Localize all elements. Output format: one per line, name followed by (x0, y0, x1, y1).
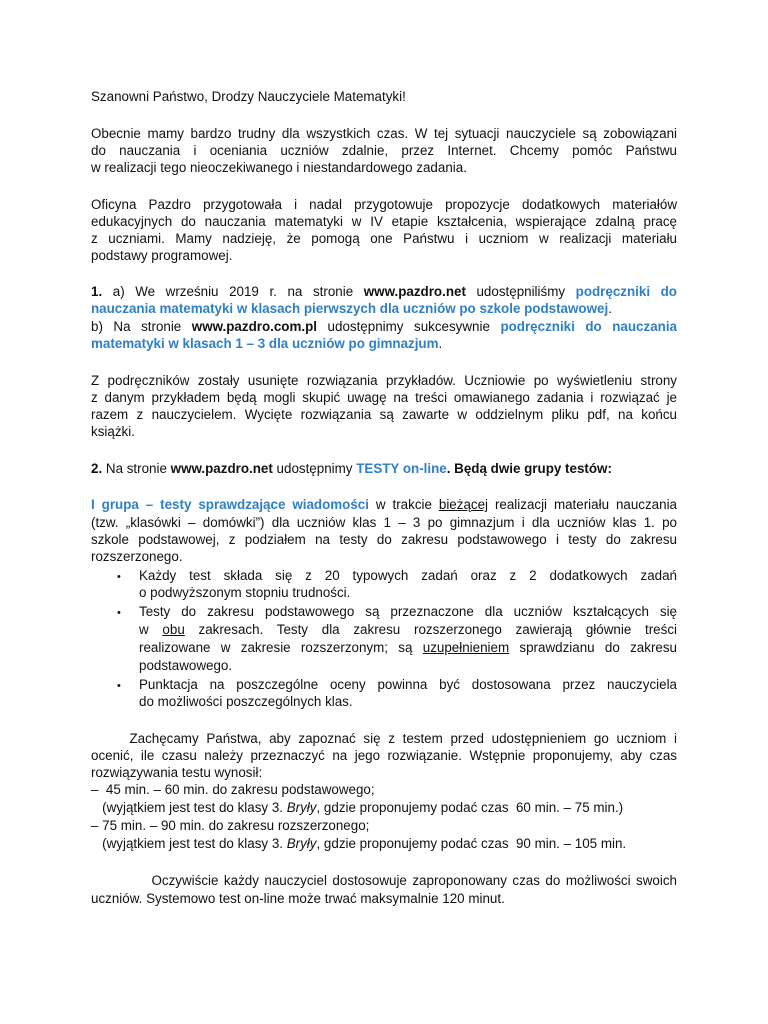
greeting: Szanowni Państwo, Drodzy Nauczyciele Matematyki! (91, 89, 406, 104)
paragraph-2-line: edukacyjnych do nauczania matematyki w IV etapie kształcenia, wspierające zdalną pracę (91, 214, 677, 229)
text: udostępniliśmy (465, 284, 576, 299)
bullet-2-line: podstawowego. (139, 658, 233, 673)
paragraph-2-line: podstawy programowej. (91, 248, 233, 263)
time-line: – 45 min. – 60 min. do zakresu podstawowego; (91, 782, 375, 797)
text: bieżącej (438, 497, 489, 512)
text: Bryły (286, 800, 317, 815)
time-line: – 75 min. – 90 min. do zakresu rozszerzonego; (91, 818, 370, 833)
paragraph-3-line: z danym przykładem będą mogli skupić uwagę na treści omawianego zadania i rozwiązać je (91, 390, 677, 405)
pazdro-com-pl-link[interactable]: www.pazdro.com.pl (191, 319, 318, 334)
bullet-icon: • (117, 680, 121, 692)
text: w (139, 622, 163, 637)
paragraph-3-line: razem z nauczycielem. Wycięte rozwiązania są zawarte w oddzielnym pliku pdf, na końcu (91, 407, 677, 422)
text: udostępnimy (272, 461, 357, 476)
text: , gdzie proponujemy podać czas 60 min. – 75 min.) (316, 800, 624, 815)
text: (wyjątkiem jest test do klasy 3. (91, 800, 287, 815)
bullet-2-line (139, 639, 677, 657)
pazdro-net-link[interactable]: www.pazdro.net (170, 461, 273, 476)
text: zakresach. Testy dla zakresu rozszerzonego zawierają głównie treści (184, 622, 677, 637)
bullet-2-line (139, 621, 677, 639)
text: realizacji materiału nauczania (488, 497, 677, 512)
text: obu (162, 622, 185, 637)
text: , gdzie proponujemy podać czas 90 min. – 105 min. (316, 836, 627, 851)
text: . (438, 336, 443, 351)
section-1b-line (91, 335, 677, 353)
text: . Będą dwie grupy testów: (446, 461, 612, 476)
text: realizowane w zakresie rozszerzonym; są (139, 640, 423, 655)
bullet-icon: • (117, 607, 121, 619)
paragraph-2-line: z uczniami. Mamy nadzieję, że pomogą one Państwu i uczniom w realizacji materiału (91, 231, 677, 246)
pazdro-net-link[interactable]: www.pazdro.net (363, 284, 466, 299)
paragraph-4-line: ocenić, ile czasu należy przeznaczyć na jego rozwiązanie. Wstępnie proponujemy, aby czas (91, 748, 677, 763)
paragraph-1-line: Obecnie mamy bardzo trudny dla wszystkich czas. W tej sytuacji nauczyciele są zobowiązani (91, 126, 677, 141)
highlight-textbooks: podręczniki do nauczania (500, 319, 677, 334)
text: (wyjątkiem jest test do klasy 3. (91, 836, 287, 851)
bullet-2-line: Testy do zakresu podstawowego są przeznaczone dla uczniów kształcących się (139, 604, 677, 619)
paragraph-4-line: rozwiązywania testu wynosił: (91, 765, 263, 780)
bullet-1-line: Każdy test składa się z 20 typowych zadań oraz z 2 dodatkowych zadań (139, 568, 677, 583)
section-2-number: 2. (91, 461, 103, 476)
group-1-line (91, 496, 677, 514)
group-1-line: (tzw. „klasówki – domówki”) dla uczniów klas 1 – 3 po gimnazjum i dla uczniów klas 1. po (91, 515, 677, 530)
paragraph-3-line: książki. (91, 424, 135, 439)
paragraph-5-line: Oczywiście każdy nauczyciel dostosowuje zaproponowany czas do możliwości swoich (91, 873, 677, 888)
bullet-1-line: o podwyższonym stopniu trudności. (139, 585, 351, 600)
paragraph-5-line: uczniów. Systemowo test on-line może trwać maksymalnie 120 minut. (91, 891, 505, 906)
text: udostępnimy sukcesywnie (317, 319, 501, 334)
text: Bryły (286, 836, 317, 851)
text: uzupełnieniem (422, 640, 510, 655)
paragraph-1-line: w realizacji tego nieoczekiwanego i niestandardowego zadania. (91, 160, 467, 175)
text: Na stronie (102, 461, 171, 476)
text: . (608, 301, 612, 316)
text: sprawdzianu do zakresu (509, 640, 677, 655)
section-1a-line (91, 283, 677, 301)
bullet-icon: • (117, 571, 121, 583)
highlight-textbooks: podręczniki do (575, 284, 677, 299)
text: a) We wrześniu 2019 r. na stronie (102, 284, 364, 299)
paragraph-1-line: do nauczania i oceniania uczniów zdalnie, przez Internet. Chcemy pomóc Państwu (91, 143, 677, 158)
time-line (91, 799, 677, 817)
section-1a-line (91, 300, 677, 318)
highlight-tests-online: TESTY on-line (356, 461, 447, 476)
bullet-3-line: Punktacja na poszczególne oceny powinna być dostosowana przez nauczyciela (139, 677, 677, 692)
group-1-line: rozszerzonego. (91, 549, 183, 564)
bullet-3-line: do możliwości poszczególnych klas. (139, 694, 353, 709)
paragraph-2-line: Oficyna Pazdro przygotowała i nadal przygotowuje propozycje dodatkowych materiałów (91, 197, 677, 212)
group-1-line: szkole podstawowej, z podziałem na testy do zakresu podstawowego i testy do zakresu (91, 532, 677, 547)
paragraph-4-line: Zachęcamy Państwa, aby zapoznać się z testem przed udostępnieniem go uczniom i (91, 731, 677, 746)
text: b) Na stronie (91, 319, 192, 334)
section-2-line (91, 460, 677, 478)
highlight-textbooks: nauczania matematyki w klasach pierwszych dla uczniów po szkole podstawowej (91, 301, 609, 316)
time-line (91, 835, 677, 853)
paragraph-3-line: Z podręczników zostały usunięte rozwiązania przykładów. Uczniowie po wyświetleniu strony (91, 373, 677, 388)
section-1-number: 1. (91, 284, 103, 299)
section-1b-line (91, 318, 677, 336)
text: w trakcie (368, 497, 439, 512)
group-1-title: I grupa – testy sprawdzające wiadomości (91, 497, 369, 512)
highlight-textbooks: matematyki w klasach 1 – 3 dla uczniów po gimnazjum (91, 336, 439, 351)
